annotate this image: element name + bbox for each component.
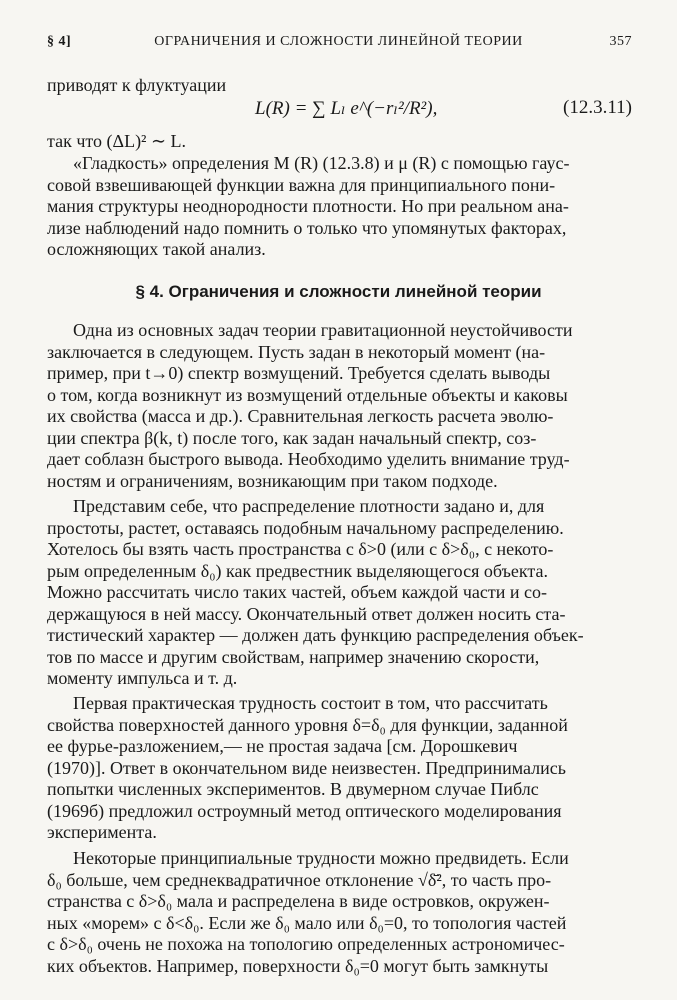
section-heading: § 4. Ограничения и сложности линейной теории bbox=[135, 282, 542, 301]
section-mark: § 4] bbox=[47, 34, 72, 49]
formula: L(R) = ∑ Lₗ e^(−rₗ²/R²), bbox=[255, 98, 438, 119]
equation-number: (12.3.11) bbox=[563, 97, 632, 118]
paragraph-5: Некоторые принципиальные трудности можно предвидеть. Если δ₀ больше, чем среднеквадратичное отклонение √δ̄², то часть про- странства с δ>δ₀ мала и распределена в виде островков, окружен- ных «морем» с δ<δ₀. Если же δ₀ мало или δ₀=0, то топология частей с δ>δ₀ очень не похожа на топологию определенных астрономичес- ких объектов. Например, поверхности δ₀=0 могут быть замкнуты bbox=[47, 848, 569, 976]
paragraph-2: Одна из основных задач теории гравитационной неустойчивости заключается в следующем. Пусть задан в некоторый момент (на- пример, при t→0) спектр возмущений. Требуется сделать выводы о том, когда возникнут из возмущений отдельные объекты и каковы их свойства (масса и др.). Сравнительная легкость расчета эволю- ции спектра β(k, t) после того, как задан начальный спектр, соз- дает соблазн быстрого вывода. Необходимо уделить внимание труд- ностям и ограничениям, возникающим при таком подходе. bbox=[47, 320, 573, 491]
paragraph-4: Первая практическая трудность состоит в том, что рассчитать свойства поверхностей данного уровня δ=δ₀ для функции, заданной ее фурье-разложением,— не простая задача [см. Дорошкевич (1970)]. Ответ в окончательном виде неизвестен. Предпринимались попытки численных экспериментов. В двумерном случае Пиблс (1969б) предложил остроумный метод оптического моделирования эксперимента. bbox=[47, 693, 568, 842]
paragraph-3: Представим себе, что распределение плотности задано и, для простоты, растет, оставаясь подобным начальному распределению. Хотелось бы взять часть пространства с δ>0 (или с δ>δ₀, с некото- рым определенным δ₀) как предвестник выделяющегося объекта. Можно рассчитать число таких частей, объем каждой части и со- держащуюся в ней массу. Окончательный ответ должен носить ста- тистический характер — должен дать функцию распределения объек- тов по массе и другим свойствам, например значению скорости, моменту импульса и т. д. bbox=[47, 496, 584, 688]
paragraph-1: «Гладкость» определения M (R) (12.3.8) и μ (R) с помощью гаус- совой взвешивающей функции важна для принципиального пони- мания структуры неоднородности плотности. Но при реальном ана- лизе наблюдений надо помнить о только что упомянутых факторах, осложняющих такой анализ. bbox=[47, 153, 570, 259]
running-header bbox=[0, 30, 677, 54]
running-title: ОГРАНИЧЕНИЯ И СЛОЖНОСТИ ЛИНЕЙНОЙ ТЕОРИИ bbox=[154, 34, 523, 49]
page-number: 357 bbox=[609, 34, 632, 49]
equation-12-3-11 bbox=[47, 97, 632, 123]
intro-line-2: так что (ΔL)² ∼ L. bbox=[47, 131, 187, 151]
intro-line-1: приводят к флуктуации bbox=[47, 75, 227, 95]
